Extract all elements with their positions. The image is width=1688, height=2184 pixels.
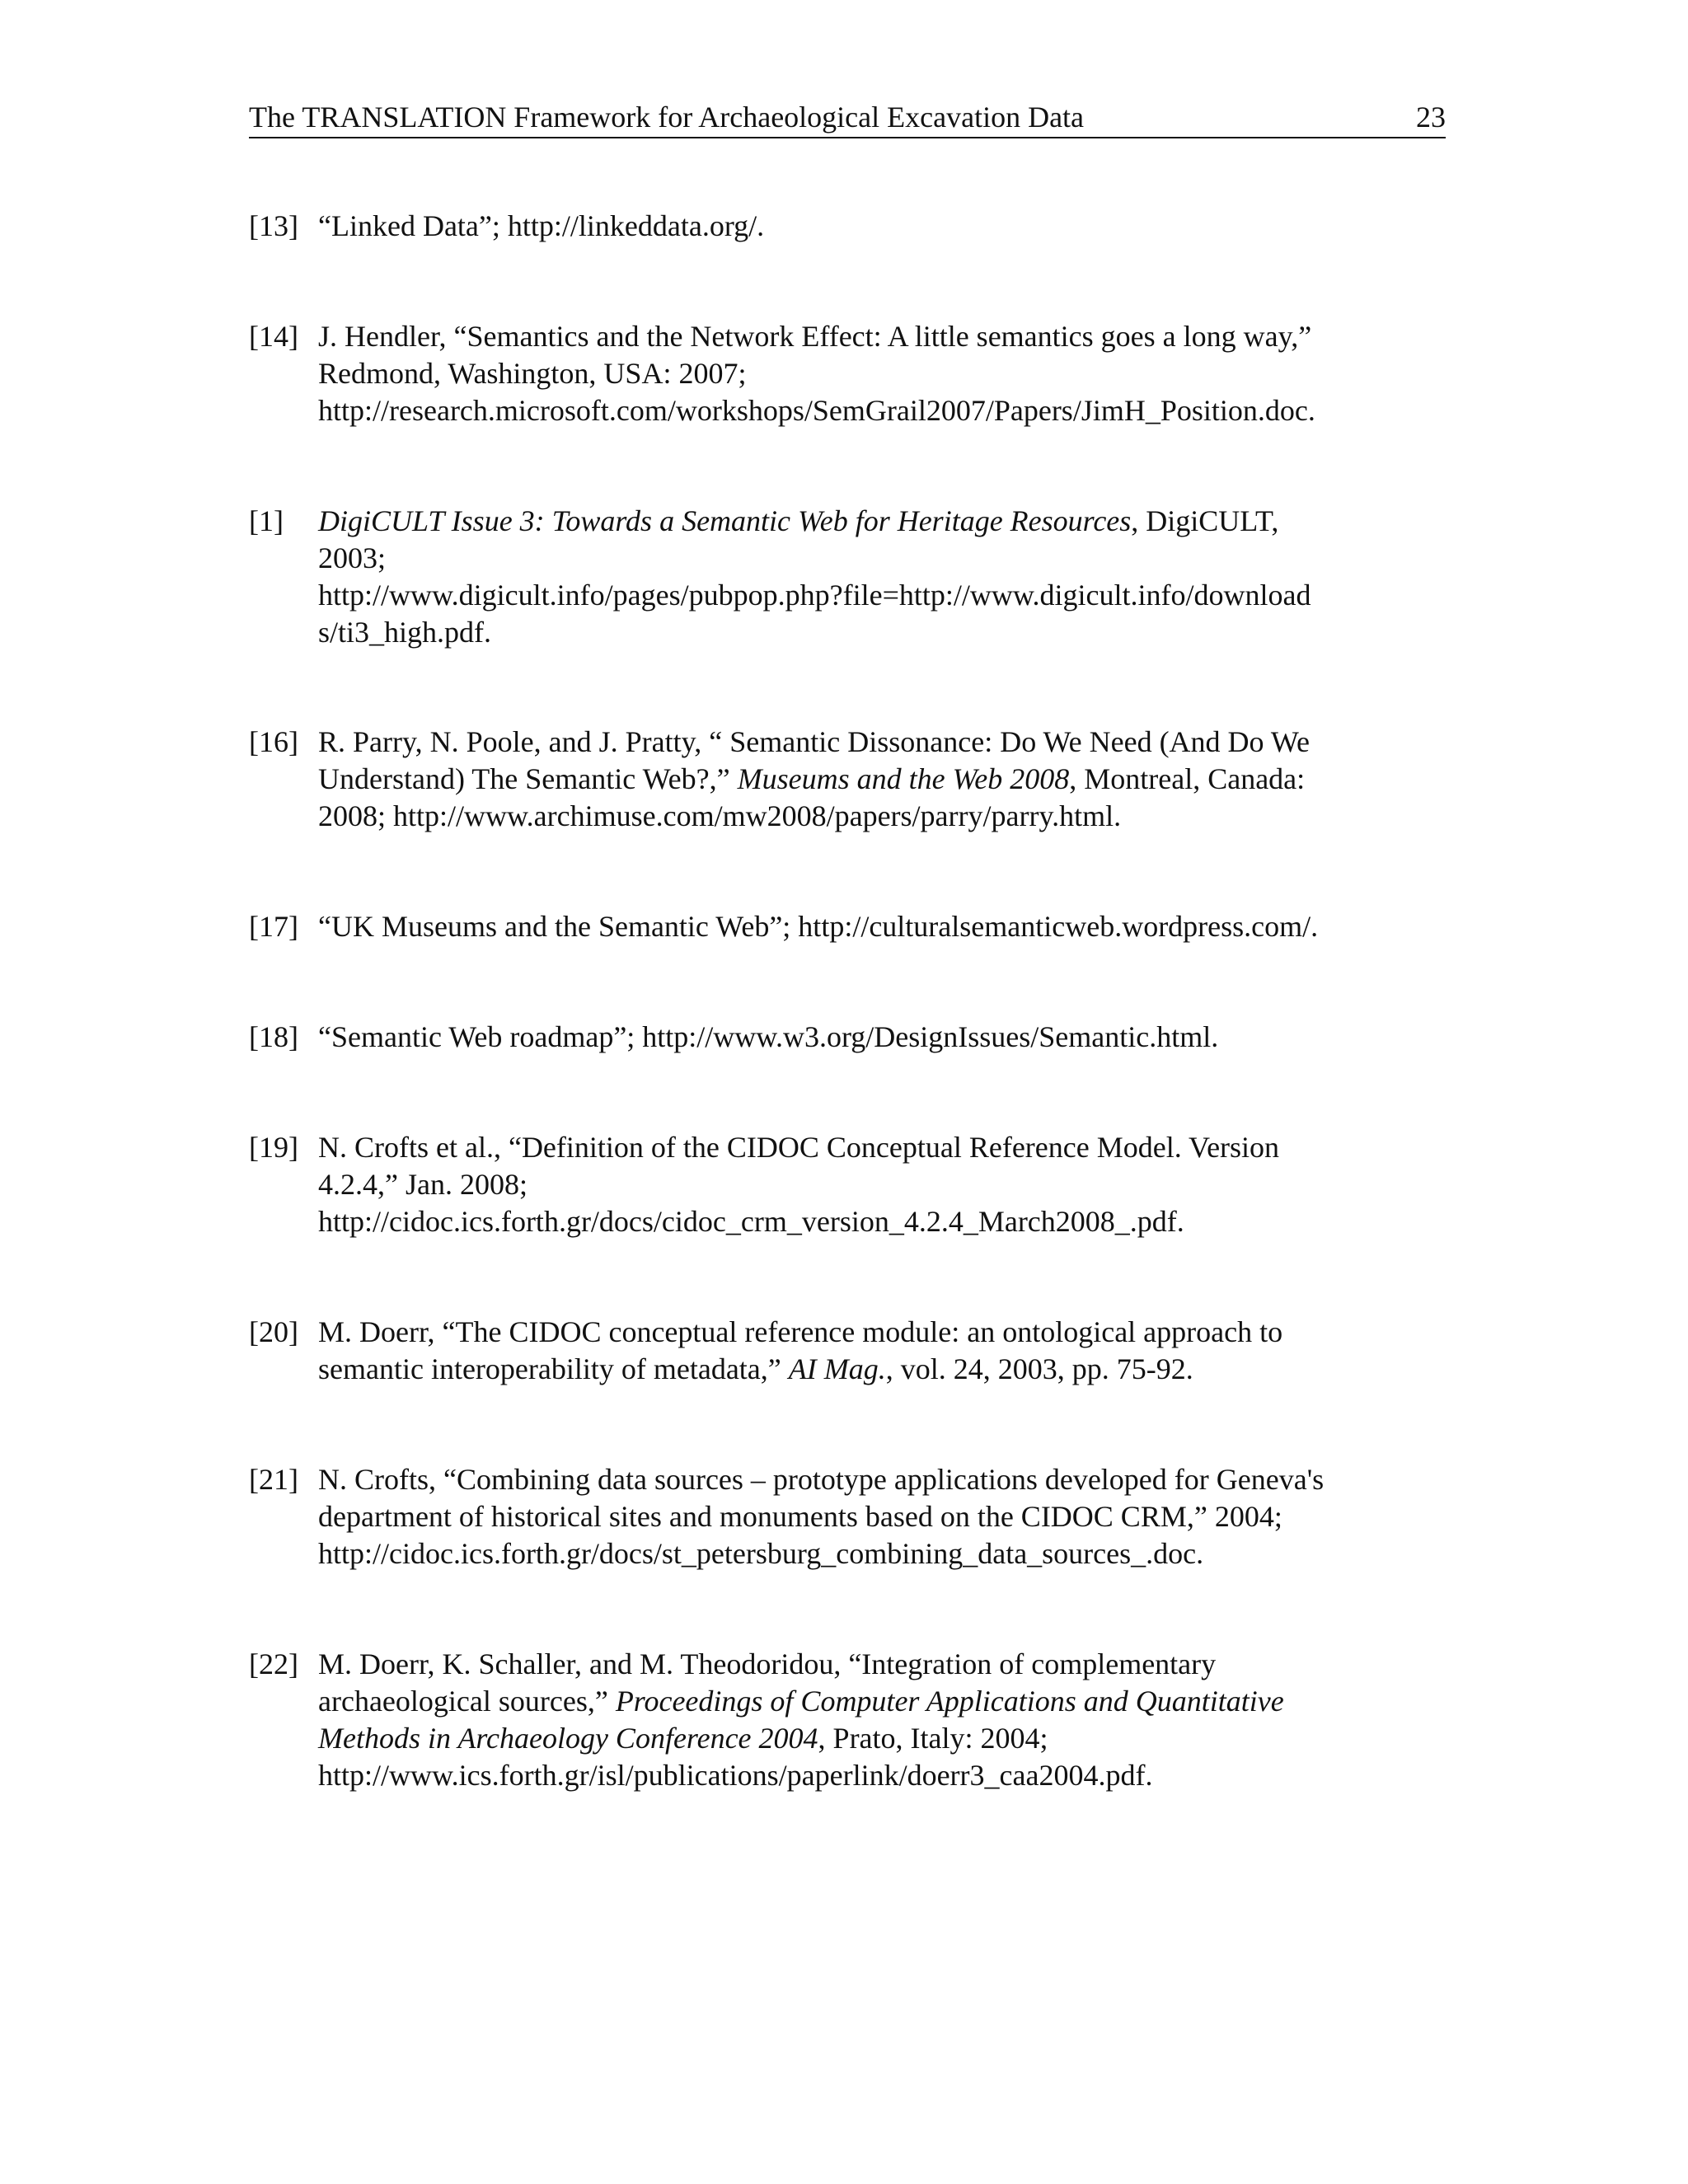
- reference-line: [318, 355, 1452, 392]
- reference-text: [318, 208, 1452, 245]
- text-run: http://cidoc.ics.forth.gr/docs/st_petersburg_combining_data_sources_.doc.: [318, 1537, 1204, 1570]
- reference-line: [318, 724, 1452, 761]
- reference-text: [318, 1314, 1452, 1388]
- reference-line: [318, 1683, 1452, 1720]
- reference-text: [318, 1129, 1452, 1240]
- reference-text: [318, 724, 1452, 835]
- reference-line: [318, 1314, 1452, 1351]
- running-header-title: The TRANSLATION Framework for Archaeological Excavation Data: [249, 101, 1085, 134]
- reference-line: [318, 614, 1452, 651]
- text-run: s/ti3_high.pdf.: [318, 616, 492, 649]
- reference-entry: [249, 1314, 1452, 1388]
- text-run: N. Crofts, “Combining data sources – prototype applications developed for Geneva's: [318, 1463, 1325, 1496]
- reference-line: [318, 1498, 1452, 1535]
- reference-label: [20]: [249, 1315, 298, 1348]
- text-run: M. Doerr, K. Schaller, and M. Theodoridou, “Integration of complementary: [318, 1647, 1217, 1680]
- reference-label: [22]: [249, 1647, 298, 1680]
- text-run: , vol. 24, 2003, pp. 75-92.: [885, 1352, 1193, 1385]
- text-run: 4.2.4,” Jan. 2008;: [318, 1168, 528, 1201]
- reference-text: [318, 1019, 1452, 1056]
- text-run: Redmond, Washington, USA: 2007;: [318, 357, 747, 390]
- reference-label: [13]: [249, 209, 298, 242]
- reference-entry: [249, 1646, 1452, 1794]
- reference-line: [318, 798, 1452, 835]
- reference-line: [318, 761, 1452, 798]
- reference-entry: [249, 724, 1452, 835]
- reference-label: [16]: [249, 725, 298, 758]
- reference-entry: [249, 1019, 1452, 1056]
- reference-line: [318, 908, 1452, 945]
- italic-text-run: Proceedings of Computer Applications and Quantitative: [615, 1685, 1284, 1718]
- reference-line: [318, 1720, 1452, 1757]
- reference-line: [318, 1166, 1452, 1203]
- reference-entry: [249, 318, 1452, 429]
- text-run: 2008; http://www.archimuse.com/mw2008/papers/parry/parry.html.: [318, 799, 1122, 832]
- text-run: archaeological sources,”: [318, 1685, 616, 1718]
- text-run: “UK Museums and the Semantic Web”; http://culturalsemanticweb.wordpress.com/.: [318, 910, 1319, 943]
- italic-text-run: Museums and the Web 2008: [737, 762, 1070, 795]
- reference-entry: [249, 1129, 1452, 1240]
- italic-text-run: Methods in Archaeology Conference 2004: [318, 1722, 818, 1755]
- text-run: , Montreal, Canada:: [1069, 762, 1306, 795]
- reference-text: [318, 1461, 1452, 1572]
- reference-entry: [249, 503, 1452, 651]
- reference-entry: [249, 908, 1452, 945]
- text-run: “Semantic Web roadmap”; http://www.w3.org/DesignIssues/Semantic.html.: [318, 1020, 1219, 1053]
- reference-line: [318, 208, 1452, 245]
- italic-text-run: DigiCULT Issue 3: Towards a Semantic Web for Heritage Resources: [318, 504, 1132, 537]
- reference-line: [318, 318, 1452, 355]
- text-run: M. Doerr, “The CIDOC conceptual reference module: an ontological approach to: [318, 1315, 1283, 1348]
- reference-label: [19]: [249, 1131, 298, 1164]
- reference-line: [318, 1351, 1452, 1388]
- reference-line: [318, 1203, 1452, 1240]
- italic-text-run: AI Mag.: [788, 1352, 886, 1385]
- reference-line: [318, 577, 1452, 614]
- reference-line: [318, 503, 1452, 540]
- text-run: http://research.microsoft.com/workshops/SemGrail2007/Papers/JimH_Position.doc.: [318, 394, 1315, 427]
- reference-line: [318, 1019, 1452, 1056]
- reference-label: [21]: [249, 1463, 298, 1496]
- text-run: J. Hendler, “Semantics and the Network Effect: A little semantics goes a long way,”: [318, 320, 1312, 353]
- reference-line: [318, 1646, 1452, 1683]
- text-run: , Prato, Italy: 2004;: [818, 1722, 1048, 1755]
- reference-line: [318, 392, 1452, 429]
- reference-entry: [249, 208, 1452, 245]
- text-run: N. Crofts et al., “Definition of the CIDOC Conceptual Reference Model. Version: [318, 1131, 1280, 1164]
- reference-line: [318, 1757, 1452, 1794]
- reference-label: [1]: [249, 504, 284, 537]
- text-run: http://cidoc.ics.forth.gr/docs/cidoc_crm_version_4.2.4_March2008_.pdf.: [318, 1205, 1184, 1238]
- text-run: , DigiCULT,: [1131, 504, 1279, 537]
- text-run: semantic interoperability of metadata,”: [318, 1352, 789, 1385]
- reference-text: [318, 1646, 1452, 1794]
- text-run: “Linked Data”; http://linkeddata.org/.: [318, 209, 765, 242]
- reference-line: [318, 1129, 1452, 1166]
- text-run: 2003;: [318, 541, 387, 574]
- reference-label: [17]: [249, 910, 298, 943]
- reference-line: [318, 1461, 1452, 1498]
- reference-label: [18]: [249, 1020, 298, 1053]
- running-header: [249, 97, 1446, 138]
- reference-label: [14]: [249, 320, 298, 353]
- text-run: department of historical sites and monuments based on the CIDOC CRM,” 2004;: [318, 1500, 1282, 1533]
- text-run: http://www.ics.forth.gr/isl/publications/paperlink/doerr3_caa2004.pdf.: [318, 1759, 1153, 1792]
- text-run: http://www.digicult.info/pages/pubpop.php?file=http://www.digicult.info/download: [318, 579, 1311, 612]
- page-number: 23: [1416, 101, 1446, 134]
- reference-text: [318, 503, 1452, 651]
- reference-entry: [249, 1461, 1452, 1572]
- reference-text: [318, 908, 1452, 945]
- text-run: Understand) The Semantic Web?,”: [318, 762, 738, 795]
- reference-line: [318, 1535, 1452, 1572]
- reference-line: [318, 540, 1452, 577]
- reference-text: [318, 318, 1452, 429]
- text-run: R. Parry, N. Poole, and J. Pratty, “ Semantic Dissonance: Do We Need (And Do We: [318, 725, 1310, 758]
